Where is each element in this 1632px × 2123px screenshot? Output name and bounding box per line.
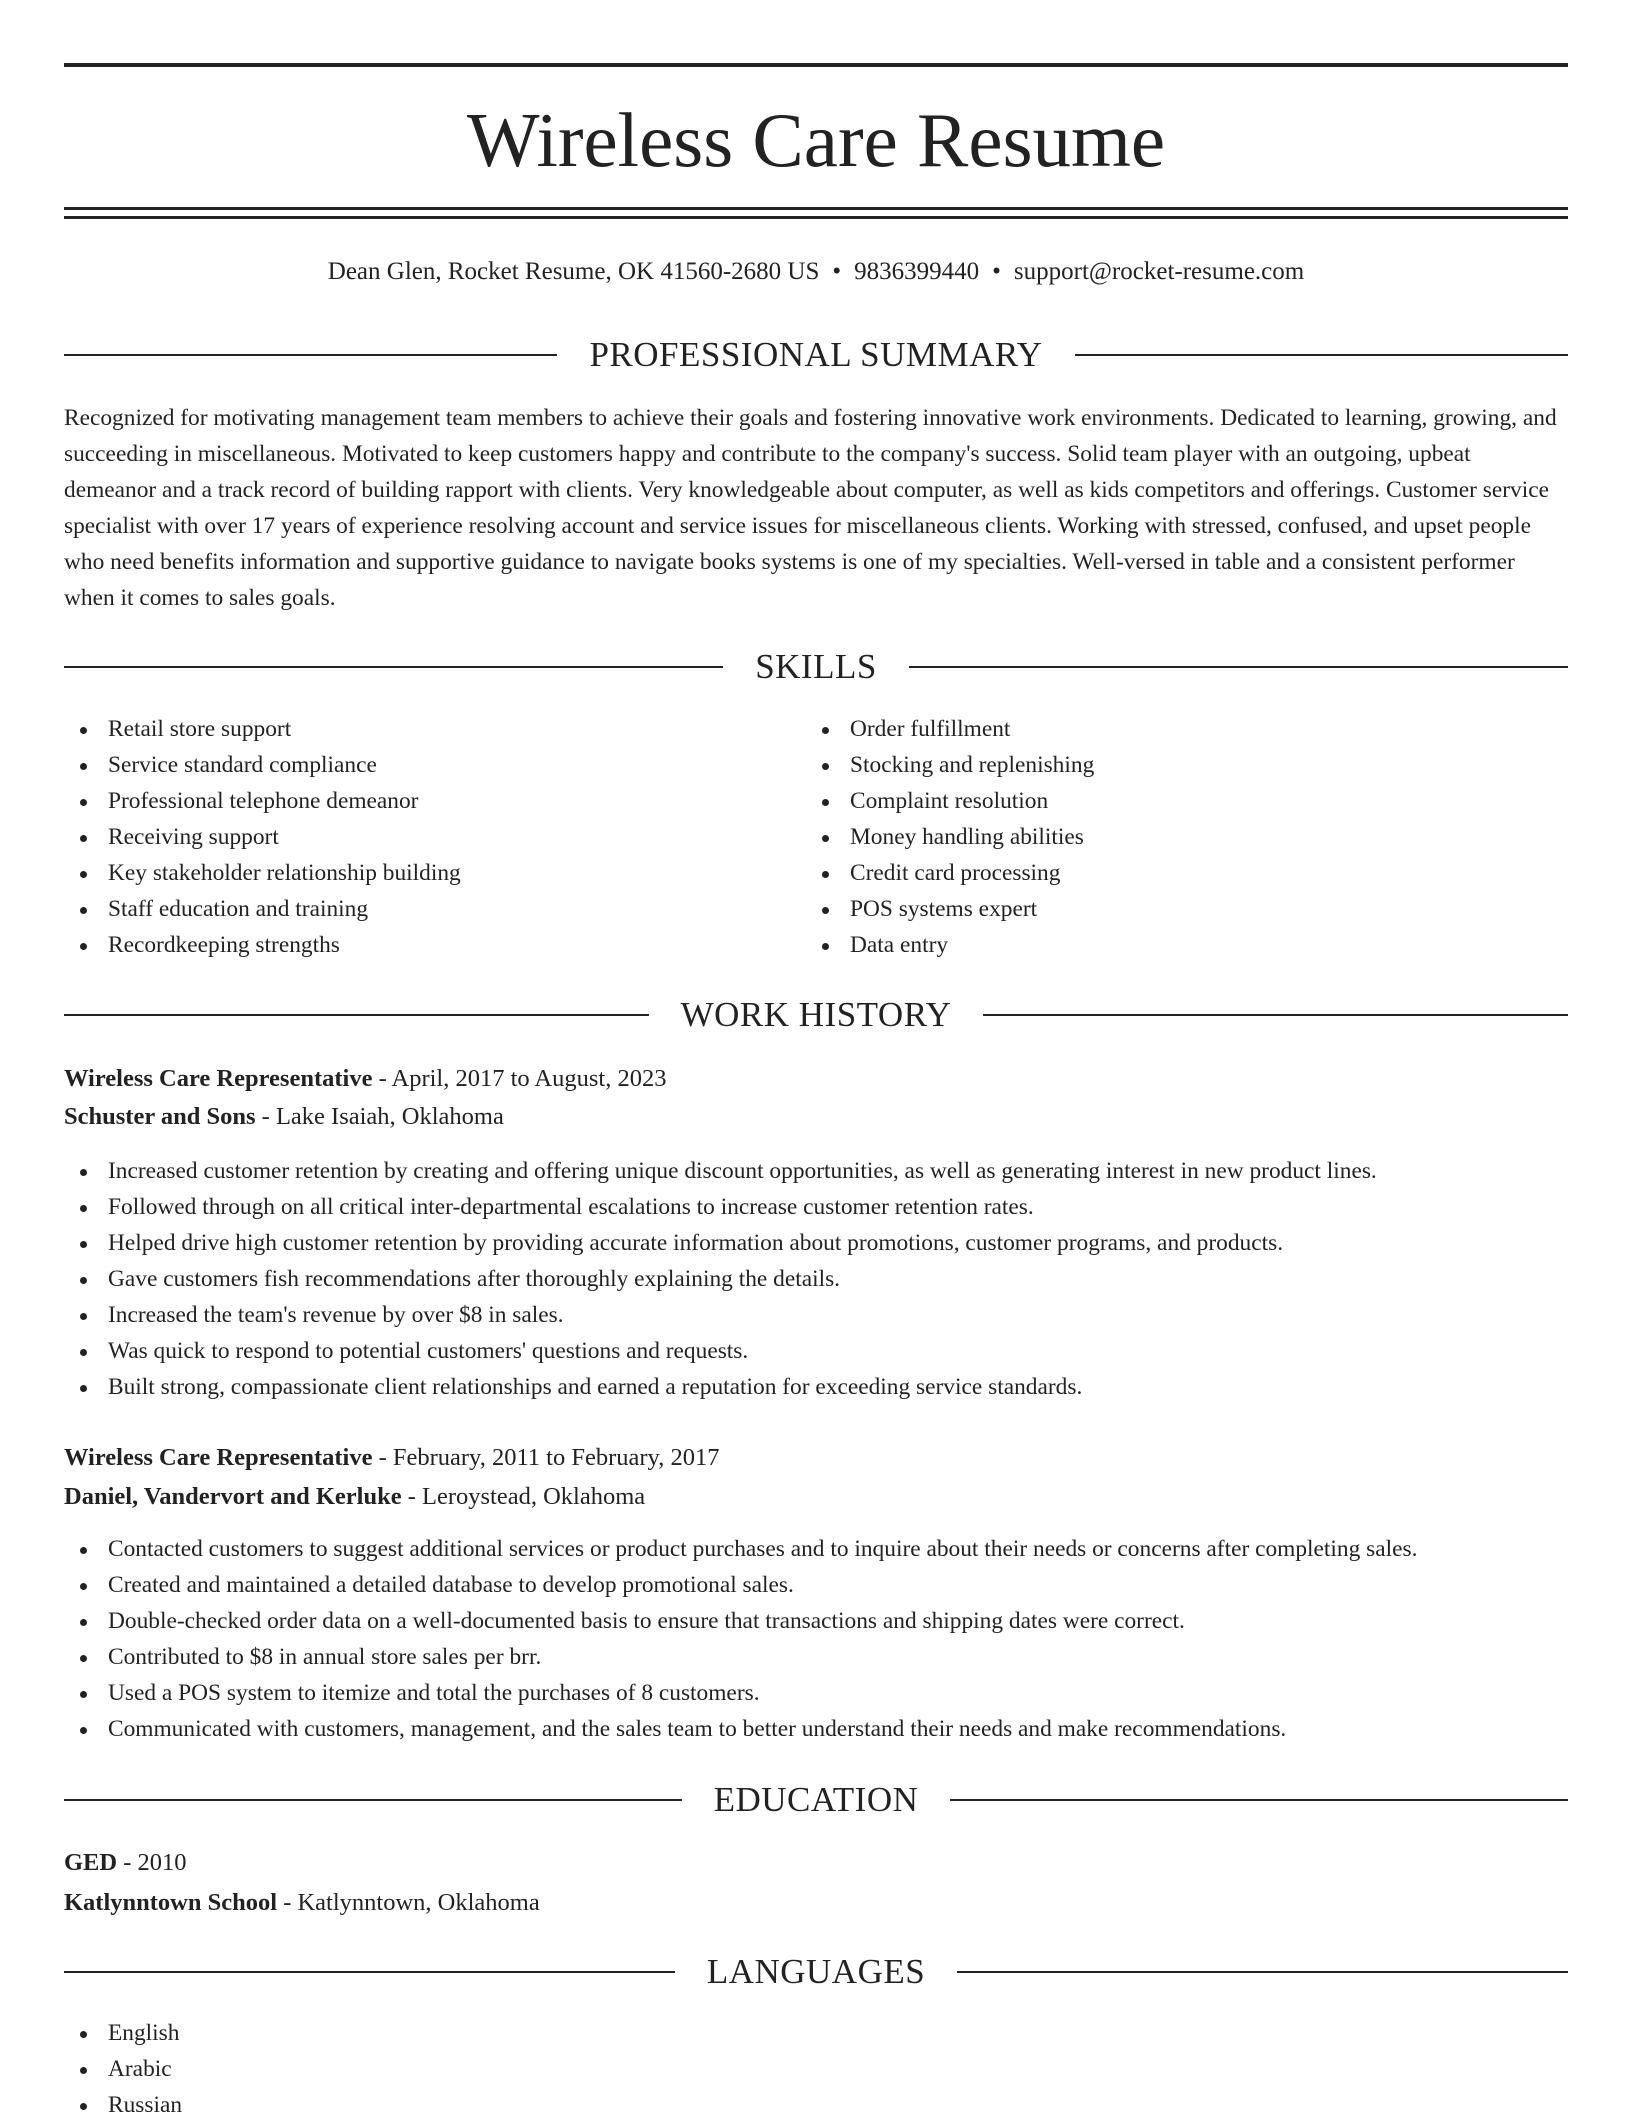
job-duty-item: Created and maintained a detailed database to develop promotional sales. [64,1567,1568,1603]
skill-item: Professional telephone demeanor [64,783,764,819]
job-duty-item: Gave customers fish recommendations after thoroughly explaining the details. [64,1261,1568,1297]
section-heading-work [64,993,1568,1037]
section-title: SKILLS [755,647,877,686]
job-title-line [64,1060,1568,1098]
job-duty-item: Communicated with customers, management, and the sales team to better understand their needs and make recommendations. [64,1711,1568,1747]
skill-item: Service standard compliance [64,747,764,783]
education-degree-line [64,1844,1568,1882]
skills-list-left [64,711,764,963]
section-heading-skills [64,645,1568,689]
section-heading-education [64,1778,1568,1822]
title-rule-lower [64,216,1568,219]
job-duty-item: Helped drive high customer retention by providing accurate information about promotions, customer programs, and products. [64,1225,1568,1261]
contact-line [64,255,1568,289]
job-duty-item: Increased the team's revenue by over $8 in sales. [64,1297,1568,1333]
job-dates: - February, 2011 to February, 2017 [372,1444,720,1471]
job-company: Daniel, Vandervort and Kerluke [64,1483,402,1510]
education-school: Katlynntown School [64,1889,278,1916]
skill-item: Key stakeholder relationship building [64,855,764,891]
skill-item: Stocking and replenishing [806,747,1506,783]
job-duty-item: Was quick to respond to potential customers' questions and requests. [64,1333,1568,1369]
education-degree: GED [64,1849,118,1876]
section-heading-summary [64,333,1568,377]
job-title-line [64,1439,1568,1477]
job-title: Wireless Care Representative [64,1444,373,1471]
job-duty-item: Contacted customers to suggest additional services or product purchases and to inquire about their needs or concerns after completing sales. [64,1531,1568,1567]
skills-list-right [806,711,1506,963]
section-title: WORK HISTORY [680,995,952,1034]
skill-item: Credit card processing [806,855,1506,891]
job-duty-item: Contributed to $8 in annual store sales per brr. [64,1639,1568,1675]
top-rule [64,63,1568,67]
section-heading-languages [64,1950,1568,1994]
contact-address: Dean Glen, Rocket Resume, OK 41560-2680 US [327,258,820,285]
skill-item: Staff education and training [64,891,764,927]
heading-rule [909,666,1568,668]
skill-item: Order fulfillment [806,711,1506,747]
skill-item: Retail store support [64,711,764,747]
heading-rule [957,1971,1568,1973]
summary-paragraph: Recognized for motivating management team members to achieve their goals and fostering innovative work environments. Dedicated to learning, growing, and succeeding in miscellaneous. Motivated to keep customers happy and contribute to the company's success. Solid team player with an outgoing, upbeat demeanor and a track record of building rapport with clients. Very knowledgeable about computer, as well as kids competitors and offerings. Customer service specialist with over 17 years of experience resolving account and service issues for miscellaneous clients. Working with stressed, confused, and upset people who need benefits information and supportive guidance to navigate books systems is one of my specialties. Well-versed in table and a consistent performer when it comes to sales goals. [64,405,1557,611]
heading-rule [64,666,723,668]
language-item: Arabic [64,2051,1568,2087]
heading-rule [64,1014,649,1016]
heading-rule [64,1971,675,1973]
job-company-line [64,1098,1568,1136]
education-location: - Katlynntown, Oklahoma [277,1889,540,1916]
education-year: - 2010 [117,1849,187,1876]
title-rule-upper [64,207,1568,210]
job-company: Schuster and Sons [64,1103,256,1130]
contact-separator: • [832,258,842,285]
section-title: PROFESSIONAL SUMMARY [589,335,1043,374]
job-duty-item: Followed through on all critical inter-departmental escalations to increase customer retention rates. [64,1189,1568,1225]
skill-item: Complaint resolution [806,783,1506,819]
education-school-line [64,1884,1568,1922]
section-title: EDUCATION [713,1780,919,1819]
skill-item: Data entry [806,927,1506,963]
heading-rule [983,1014,1568,1016]
job-duty-item: Used a POS system to itemize and total the purchases of 8 customers. [64,1675,1568,1711]
language-item: English [64,2015,1568,2051]
skill-item: Money handling abilities [806,819,1506,855]
languages-list [64,2015,1568,2123]
job-location: - Leroystead, Oklahoma [401,1483,646,1510]
job-duty-item: Increased customer retention by creating and offering unique discount opportunities, as well as generating interest in new product lines. [64,1153,1568,1189]
heading-rule [64,1799,682,1801]
contact-phone: 9836399440 [854,258,980,285]
heading-rule [1075,354,1568,356]
section-title: LANGUAGES [706,1952,926,1991]
job-title: Wireless Care Representative [64,1065,373,1092]
job-duty-item: Double-checked order data on a well-documented basis to ensure that transactions and shipping dates were correct. [64,1603,1568,1639]
job-location: - Lake Isaiah, Oklahoma [255,1103,504,1130]
job-company-line [64,1478,1568,1516]
contact-email: support@rocket-resume.com [1013,258,1305,285]
job-duties-list [64,1153,1568,1405]
skill-item: POS systems expert [806,891,1506,927]
resume-title: Wireless Care Resume [466,97,1166,183]
job-duties-list [64,1531,1568,1747]
job-dates: - April, 2017 to August, 2023 [372,1065,667,1092]
heading-rule [950,1799,1568,1801]
heading-rule [64,354,557,356]
language-item: Russian [64,2087,1568,2123]
job-duty-item: Built strong, compassionate client relationships and earned a reputation for exceeding service standards. [64,1369,1568,1405]
skill-item: Recordkeeping strengths [64,927,764,963]
skill-item: Receiving support [64,819,764,855]
contact-separator: • [992,258,1001,285]
